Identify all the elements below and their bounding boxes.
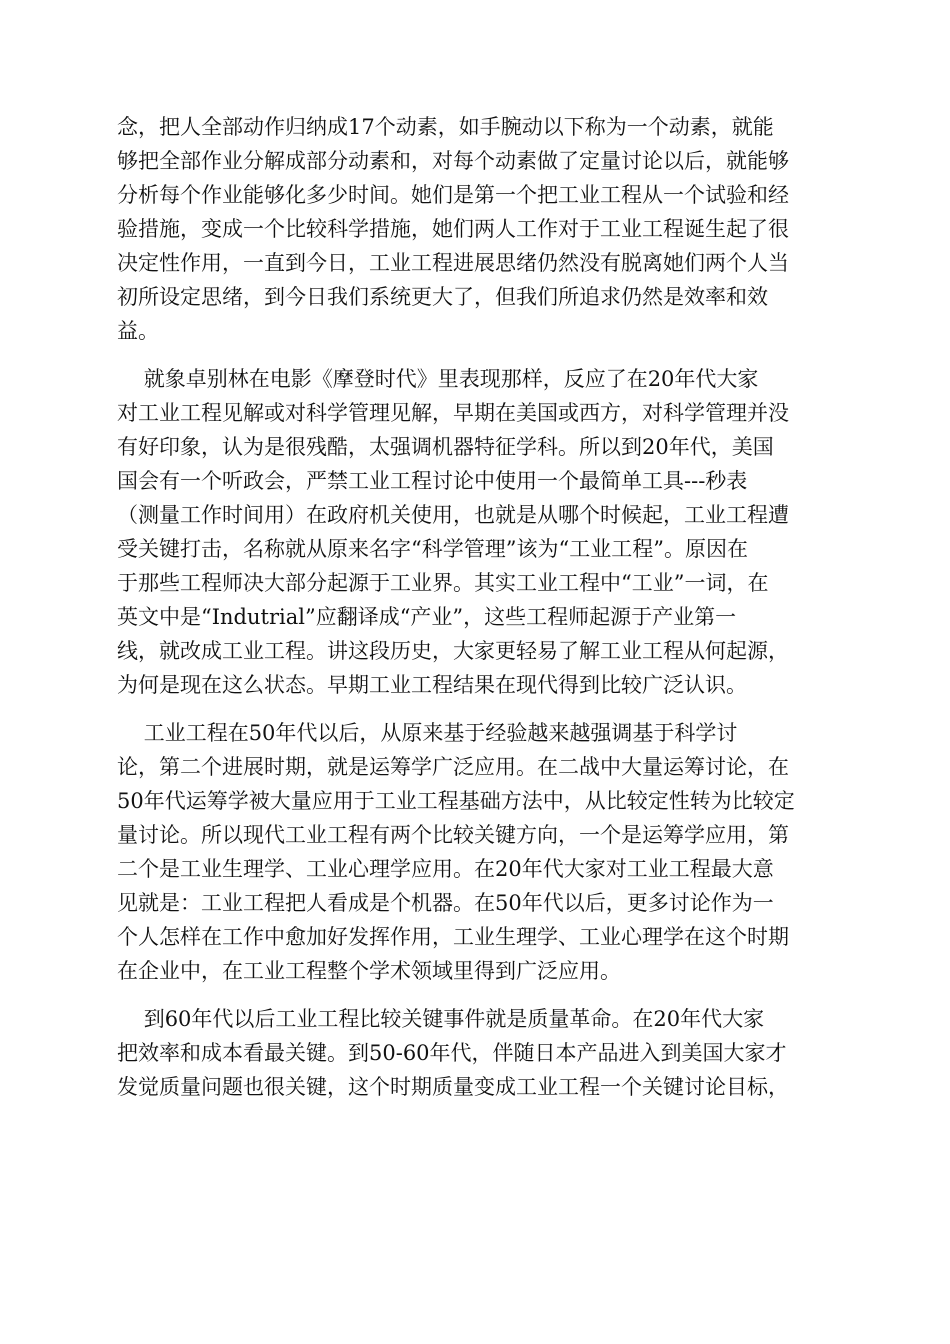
text-line: 在企业中，在工业工程整个学术领域里得到广泛应用。	[117, 959, 621, 983]
text-line: 为何是现在这么状态。早期工业工程结果在现代得到比较广泛认识。	[117, 673, 747, 697]
text-line: 决定性作用，一直到今日，工业工程进展思绪仍然没有脱离她们两个人当	[117, 251, 789, 275]
text-line: 初所设定思绪，到今日我们系统更大了，但我们所追求仍然是效率和效	[117, 285, 768, 309]
text-line: 工业工程在50年代以后，从原来基于经验越来越强调基于科学讨	[117, 721, 738, 745]
text-line: 论，第二个进展时期，就是运筹学广泛应用。在二战中大量运筹讨论，在	[117, 755, 789, 779]
paragraph-3	[117, 716, 833, 988]
text-line: 量讨论。所以现代工业工程有两个比较关键方向，一个是运筹学应用，第	[117, 823, 789, 847]
text-line: 分析每个作业能够化多少时间。她们是第一个把工业工程从一个试验和经	[117, 183, 789, 207]
text-line: 国会有一个听政会，严禁工业工程讨论中使用一个最简单工具---秒表	[117, 469, 748, 493]
text-line: 念，把人全部动作归纳成17个动素，如手腕动以下称为一个动素，就能	[117, 115, 774, 139]
text-line: 二个是工业生理学、工业心理学应用。在20年代大家对工业工程最大意	[117, 857, 774, 881]
paragraph-1	[117, 110, 833, 348]
text-line: （测量工作时间用）在政府机关使用，也就是从哪个时候起，工业工程遭	[117, 503, 789, 527]
text-line: 益。	[117, 319, 159, 343]
text-line: 验措施，变成一个比较科学措施，她们两人工作对于工业工程诞生起了很	[117, 217, 789, 241]
text-line: 见就是：工业工程把人看成是个机器。在50年代以后，更多讨论作为一	[117, 891, 774, 915]
text-line: 到60年代以后工业工程比较关键事件就是质量革命。在20年代大家	[117, 1007, 765, 1031]
text-line: 发觉质量问题也很关键，这个时期质量变成工业工程一个关键讨论目标，	[117, 1075, 789, 1099]
text-line: 够把全部作业分解成部分动素和，对每个动素做了定量讨论以后，就能够	[117, 149, 789, 173]
text-line: 英文中是“Indutrial”应翻译成“产业”，这些工程师起源于产业第一	[117, 605, 737, 629]
body-text	[117, 110, 833, 1104]
text-line: 50年代运筹学被大量应用于工业工程基础方法中，从比较定性转为比较定	[117, 789, 795, 813]
text-line: 对工业工程见解或对科学管理见解，早期在美国或西方，对科学管理并没	[117, 401, 789, 425]
text-line: 有好印象，认为是很残酷，太强调机器特征学科。所以到20年代，美国	[117, 435, 774, 459]
text-line: 个人怎样在工作中愈加好发挥作用，工业生理学、工业心理学在这个时期	[117, 925, 789, 949]
text-line: 于那些工程师决大部分起源于工业界。其实工业工程中“工业”一词，在	[117, 571, 769, 595]
paragraph-2	[117, 362, 833, 702]
paragraph-4	[117, 1002, 833, 1104]
text-line: 线，就改成工业工程。讲这段历史，大家更轻易了解工业工程从何起源，	[117, 639, 789, 663]
text-line: 把效率和成本看最关键。到50-60年代，伴随日本产品进入到美国大家才	[117, 1041, 787, 1065]
text-line: 就象卓别林在电影《摩登时代》里表现那样，反应了在20年代大家	[117, 367, 759, 391]
text-line: 受关键打击，名称就从原来名字“科学管理”该为“工业工程”。原因在	[117, 537, 748, 561]
